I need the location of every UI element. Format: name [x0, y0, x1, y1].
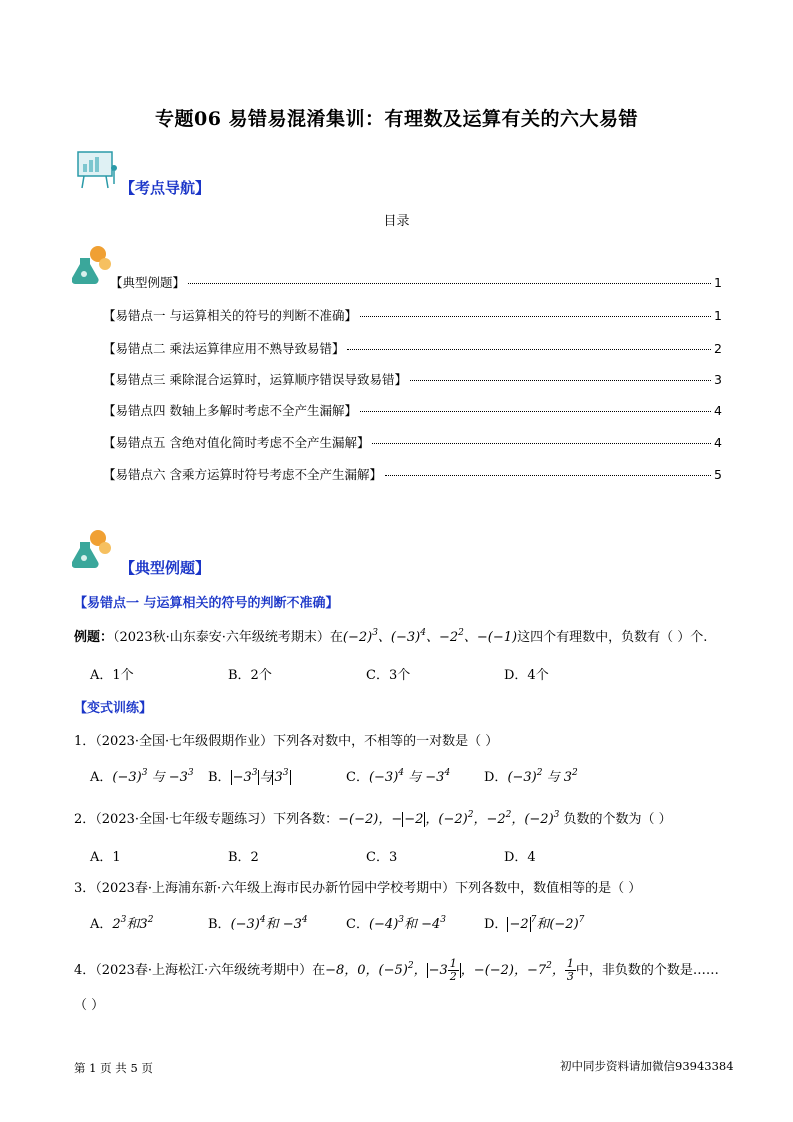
option-b[interactable]: B．$(-3)^4$和 $-3^4$: [208, 915, 308, 932]
toc-item-page: 4: [714, 435, 722, 450]
question-4-paren: （ ）: [74, 998, 105, 1013]
section-heading: 【典型例题】: [120, 559, 211, 577]
presentation-board-icon: [74, 150, 120, 190]
question-3: 3．（2023春·上海浦东新·六年级上海市民办新竹园中学校考期中）下列各数中，数值相等的是（ ）: [74, 881, 642, 896]
question-2-tail: 负数的个数为（ ）: [563, 812, 672, 827]
example-tail: 这四个有理数中，负数有（ ）个.: [517, 630, 708, 645]
option-a[interactable]: A．1: [90, 850, 121, 865]
option-a[interactable]: A．$2^3$和$3^2$: [90, 915, 154, 932]
toc-leader: [410, 380, 711, 381]
question-3-options: [90, 913, 584, 932]
toc-item[interactable]: [103, 465, 722, 483]
toc-item-page: 1: [714, 308, 722, 323]
example-options: [90, 664, 549, 683]
toc-item[interactable]: [103, 339, 722, 357]
option-a[interactable]: A．1个: [90, 668, 134, 683]
toc-leader: [360, 316, 711, 317]
toc-item-label: 【易错点二 乘法运算律应用不熟导致易错】: [103, 341, 345, 356]
question-4-lead: 4．（2023春·上海松江·六年级统考期中）在: [74, 963, 326, 978]
question-1-options: [90, 766, 578, 785]
question-1: 1．（2023·全国·七年级假期作业）下列各对数中，不相等的一对数是（ ）: [74, 734, 499, 749]
example-question: 例题：（2023秋·山东泰安·六年级统考期末）在$(-2)^3$、$(-3)^4$、$-2^2$、−(−1)这四个有理数中，负数有（ ）个.: [74, 628, 708, 645]
toc-item-page: 3: [714, 372, 722, 387]
toc-item-page: 4: [714, 403, 722, 418]
flask-icon: [72, 528, 114, 570]
question-2-lead: 2．（2023·全国·七年级专题练习）下列各数：: [74, 812, 339, 827]
point1-heading: 【易错点一 与运算相关的符号的判断不准确】: [74, 596, 339, 611]
nav-heading: 【考点导航】: [120, 179, 211, 197]
toc-item[interactable]: [110, 273, 722, 291]
option-c[interactable]: C．$(-4)^3$和 $-4^3$: [346, 915, 447, 932]
example-source: （2023秋·山东泰安·六年级统考期末）在: [113, 630, 343, 645]
option-b[interactable]: B． $-3^3$ 与 $3^3$: [208, 768, 289, 785]
toc-item-label: 【易错点一 与运算相关的符号的判断不准确】: [103, 308, 357, 323]
toc-item-page: 5: [714, 467, 722, 482]
flask-icon: [72, 244, 114, 286]
toc-item[interactable]: [103, 306, 722, 324]
page-number: 第 1 页 共 5 页: [74, 1061, 153, 1075]
toc-leader: [347, 349, 711, 350]
option-a[interactable]: A．$(-3)^3$ 与 $-3^3$: [90, 768, 194, 785]
toc-item-page: 2: [714, 341, 722, 356]
option-d[interactable]: D． −2 $^7$和$(-2)^7$: [484, 915, 585, 932]
toc-leader: [188, 283, 711, 284]
option-d[interactable]: D．4: [504, 850, 536, 865]
toc-item-page: 1: [714, 275, 722, 290]
toc-item[interactable]: [103, 370, 722, 388]
footer-note: 初中同步资料请加微信93943384: [560, 1059, 734, 1073]
option-c[interactable]: C．$(-3)^4$ 与 $-3^4$: [346, 768, 451, 785]
option-c[interactable]: C．3个: [366, 668, 411, 683]
toc-title: 目录: [383, 214, 410, 229]
toc-item-label: 【易错点六 含乘方运算时符号考虑不全产生漏解】: [103, 467, 382, 482]
toc-leader: [372, 443, 711, 444]
question-4-tail: 中，非负数的个数是……: [575, 963, 719, 978]
question-2: 2．（2023·全国·七年级专题练习）下列各数：−(−2)，− −2 ，$(-2)^2$，$-2^2$，$(-2)^3$ 负数的个数为（ ）: [74, 810, 672, 827]
page-title: 专题06 易错易混淆集训：有理数及运算有关的六大易错: [154, 108, 639, 130]
question-4: 4．（2023春·上海松江·六年级统考期中）在−8，0，$(-5)^2$， −3 $\frac{1}{2}$ ，−(−2)，$-7^2$， $\frac{1}{3}$ 中，非负数的个数是……: [74, 957, 719, 983]
option-d[interactable]: D．$(-3)^2$ 与 $3^2$: [484, 768, 578, 785]
toc-item-label: 【易错点五 含绝对值化简时考虑不全产生漏解】: [103, 435, 370, 450]
option-b[interactable]: B．2: [228, 850, 259, 865]
variant-heading: 【变式训练】: [74, 701, 153, 716]
option-d[interactable]: D．4个: [504, 668, 549, 683]
option-b[interactable]: B．2个: [228, 668, 272, 683]
question-2-options: [90, 846, 536, 865]
toc-item[interactable]: [103, 401, 722, 419]
option-c[interactable]: C．3: [366, 850, 398, 865]
example-label: 例题：: [74, 630, 114, 645]
toc-item-label: 【易错点四 数轴上多解时考虑不全产生漏解】: [103, 403, 357, 418]
toc-item-label: 【典型例题】: [110, 275, 186, 290]
toc-item-label: 【易错点三 乘除混合运算时，运算顺序错误导致易错】: [103, 372, 407, 387]
toc-item[interactable]: [103, 433, 722, 451]
toc-leader: [360, 411, 711, 412]
toc-leader: [385, 475, 711, 476]
